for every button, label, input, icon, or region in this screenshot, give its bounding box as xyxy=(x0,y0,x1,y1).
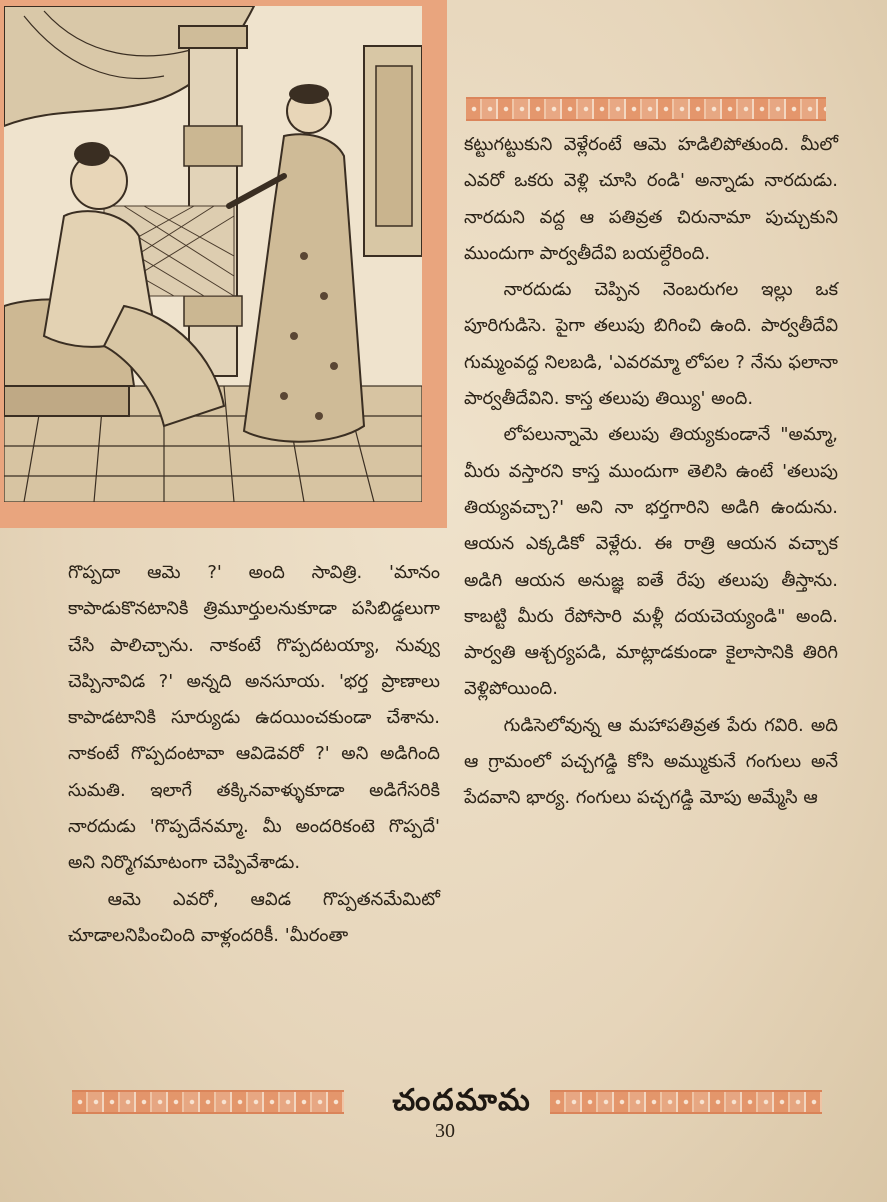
illustration-drawing xyxy=(4,6,422,502)
left-text-column xyxy=(68,555,440,954)
illustration-frame xyxy=(0,0,447,528)
paragraph: కట్టుగట్టుకుని వెళ్లేరంటే ఆమె హడిలిపోతుంది. మీలో ఎవరో ఒకరు వెళ్లి చూసి రండి' అన్నాడు నారదుడు. నారదుని వద్ద ఆ పతివ్రత చిరునామా పుచ్చుకుని ముందుగా పార్వతీదేవి బయల్దేరింది. xyxy=(464,134,838,264)
magazine-title: చందమామ xyxy=(392,1083,532,1118)
paragraph: నారదుడు చెప్పిన నెంబరుగల ఇల్లు ఒక పూరిగుడిసె. పైగా తలుపు బిగించి ఉంది. పార్వతీదేవి గుమ్మంవద్ద నిలబడి, 'ఎవరమ్మా లోపల ? నేను ఫలానా పార్వతీదేవిని. కాస్త తలుపు తియ్యి' అంది. xyxy=(464,279,838,410)
right-text-column xyxy=(464,127,838,817)
paragraph: గొప్పదా ఆమె ?' అంది సావిత్రి. 'మానం కాపాడుకొనటానికి త్రిమూర్తులనుకూడా పసిబిడ్డలుగా చేసి పాలిచ్చాను. నాకంటే గొప్పదటయ్యా, నువ్వు చెప్పినావిడ ?' అన్నది అనసూయ. 'భర్త ప్రాణాలు కాపాడటానికి సూర్యుడు ఉదయించకుండా చేశాను. నాకంటే గొప్పదంటావా ఆవిడెవరో ?' అని అడిగింది సుమతి. ఇలాగే తక్కినవాళ్ళుకూడా అడిగేసరికి నారదుడు 'గొప్పదేనమ్మా. మీ అందరికంటె గొప్పదే' అని నిర్మొగమాటంగా చెప్పివేశాడు. xyxy=(68,562,440,874)
paragraph: గుడిసెలోవున్న ఆ మహాపతివ్రత పేరు గవిరి. అది ఆ గ్రామంలో పచ్చగడ్డి కోసి అమ్ముకునే గంగులు అనే పేదవాని భార్య. గంగులు పచ్చగడ్డి మోపు అమ్మేసి ఆ xyxy=(464,714,838,809)
paragraph: ఆమె ఎవరో, ఆవిడ గొప్పతనమేమిటో చూడాలనిపించింది వాళ్లందరికీ. 'మీరంతా xyxy=(68,888,440,946)
two-women-palace-scene-illustration xyxy=(4,6,422,502)
decorative-border-footer-right xyxy=(550,1090,822,1114)
paragraph: లోపలున్నామె తలుపు తియ్యకుండానే "అమ్మా, మీరు వస్తారని కాస్త ముందుగా తెలిసి ఉంటే 'తలుపు తియ్యవచ్చా?' అని నా భర్తగారిని అడిగి ఉందును. ఆయన ఎక్కడికో వెళ్లేరు. ఈ రాత్రి ఆయన వచ్చాక అడిగి ఆయన అనుజ్ఞ ఐతే రేపు తలుపు తీస్తాను. కాబట్టి మీరు రేపోసారి మళ్లీ దయచెయ్యండి" అంది. పార్వతి ఆశ్చర్యపడి, మాట్లాడకుండా కైలాసానికి తిరిగి వెళ్లిపోయింది. xyxy=(464,424,838,700)
page-number: 30 xyxy=(435,1120,455,1142)
decorative-border-top xyxy=(466,97,826,121)
decorative-border-footer-left xyxy=(72,1090,344,1114)
